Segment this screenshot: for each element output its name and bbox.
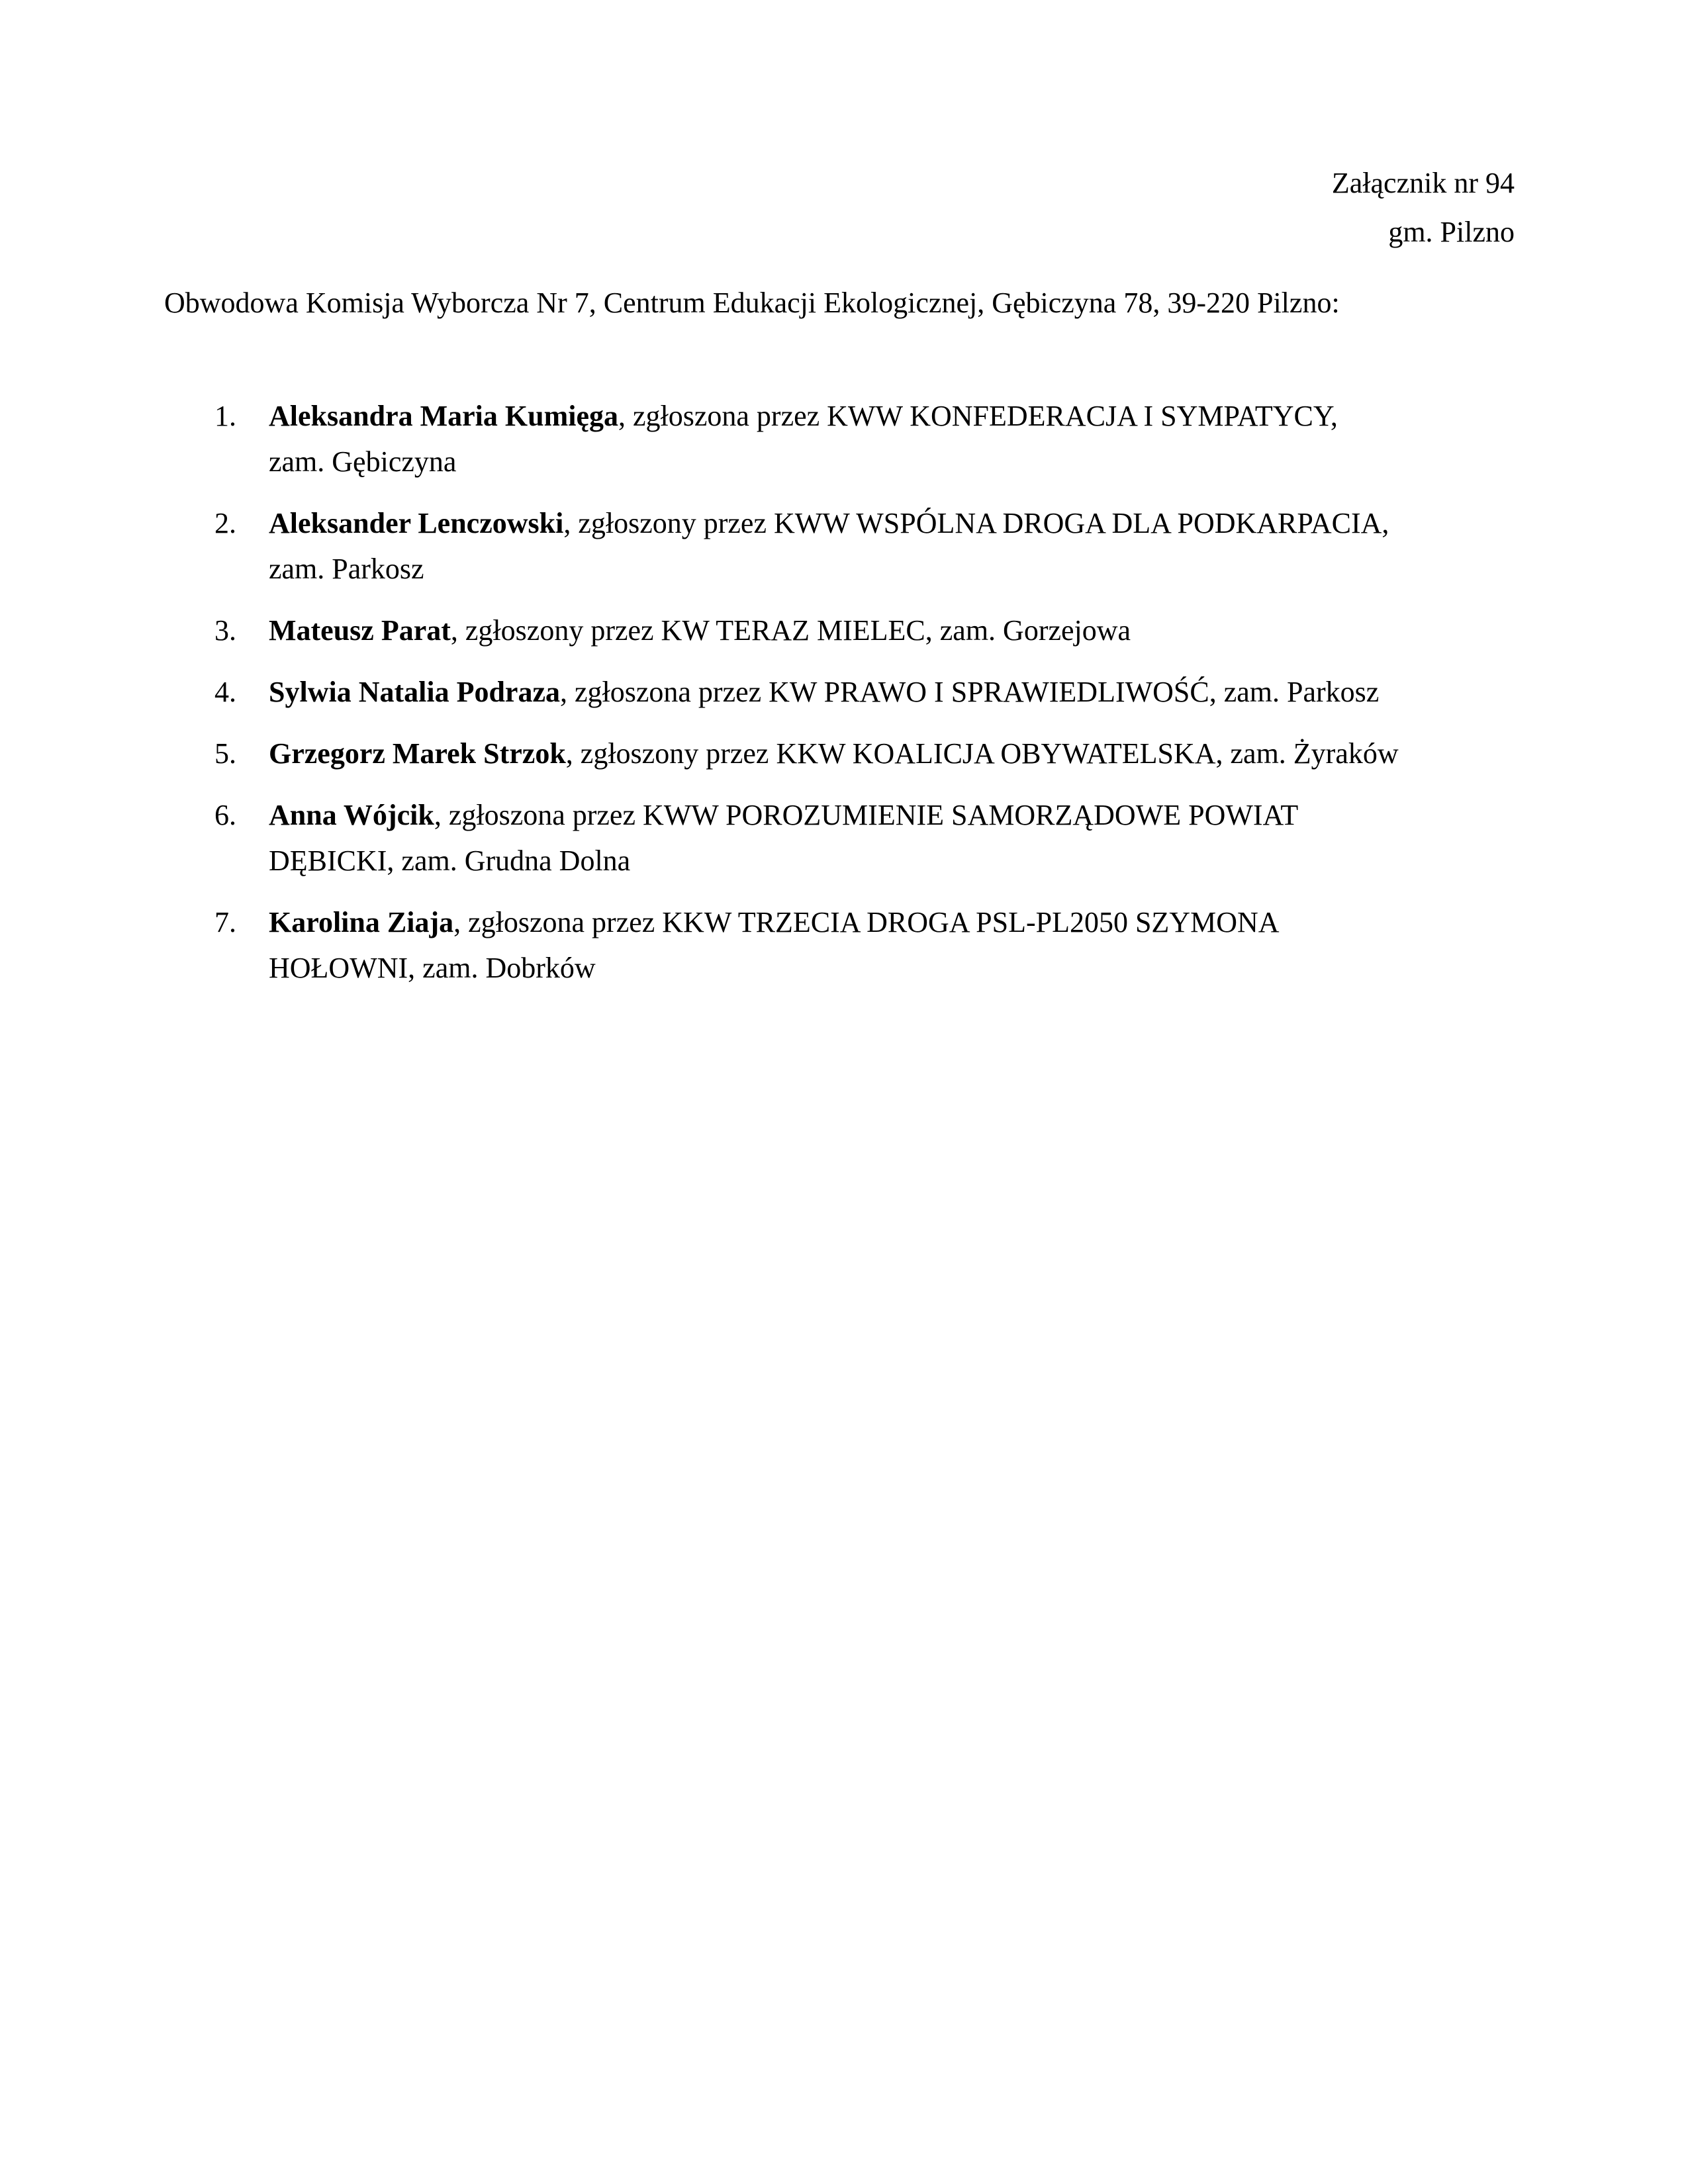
member-details-continued: zam. Gębiczyna (269, 445, 457, 478)
list-item-number: 4. (214, 676, 236, 708)
list-item-number: 5. (214, 737, 236, 770)
member-details: , zgłoszony przez KWW WSPÓLNA DROGA DLA PODKARPACIA, (563, 507, 1389, 539)
member-details: , zgłoszona przez KKW TRZECIA DROGA PSL-PL2050 SZYMONA (453, 906, 1280, 938)
member-name: Sylwia Natalia Podraza (269, 676, 560, 708)
list-item (164, 500, 1515, 592)
list-item (164, 731, 1515, 776)
member-details: , zgłoszony przez KW TERAZ MIELEC, zam. Gorzejowa (450, 614, 1131, 647)
commission-intro: Obwodowa Komisja Wyborcza Nr 7, Centrum Edukacji Ekologicznej, Gębiczyna 78, 39-220 Pilzno: (164, 287, 1340, 319)
list-item-number: 6. (214, 799, 236, 831)
member-name: Aleksander Lenczowski (269, 507, 564, 539)
attachment-number: Załącznik nr 94 (1331, 167, 1515, 199)
list-item (164, 899, 1515, 991)
member-name: Grzegorz Marek Strzok (269, 737, 566, 770)
list-item (164, 669, 1515, 715)
attachment-header (1332, 159, 1515, 257)
member-details: , zgłoszony przez KKW KOALICJA OBYWATELSKA, zam. Żyraków (565, 737, 1399, 770)
list-item-number: 2. (214, 507, 236, 539)
commission-members-list (164, 393, 1515, 1007)
member-name: Mateusz Parat (269, 614, 451, 647)
list-item-number: 1. (214, 400, 236, 432)
list-item (164, 608, 1515, 653)
list-item (164, 792, 1515, 884)
member-name: Anna Wójcik (269, 799, 434, 831)
member-details-continued: zam. Parkosz (269, 553, 424, 585)
member-details: , zgłoszona przez KWW POROZUMIENIE SAMORZĄDOWE POWIAT (434, 799, 1299, 831)
member-details-continued: HOŁOWNI, zam. Dobrków (269, 952, 596, 984)
list-item-number: 3. (214, 614, 236, 647)
member-name: Aleksandra Maria Kumięga (269, 400, 618, 432)
member-details-continued: DĘBICKI, zam. Grudna Dolna (269, 844, 631, 877)
municipality-name: gm. Pilzno (1388, 216, 1515, 248)
member-details: , zgłoszona przez KWW KONFEDERACJA I SYMPATYCY, (618, 400, 1338, 432)
list-item-number: 7. (214, 906, 236, 938)
list-item (164, 393, 1515, 484)
member-details: , zgłoszona przez KW PRAWO I SPRAWIEDLIWOŚĆ, zam. Parkosz (559, 676, 1380, 708)
member-name: Karolina Ziaja (269, 906, 454, 938)
